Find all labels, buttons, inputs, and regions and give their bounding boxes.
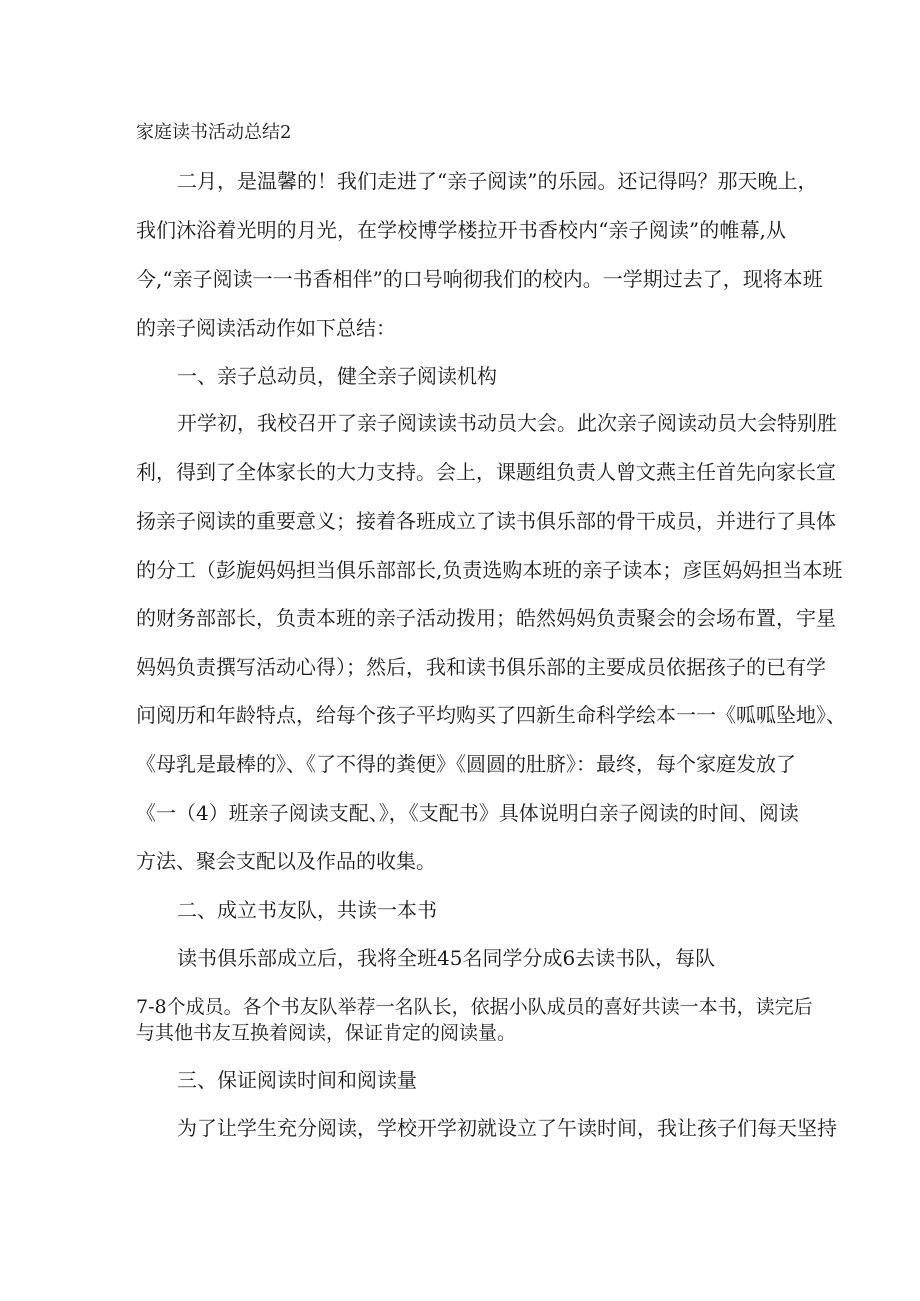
paragraph-line-6: 利，得到了全体家长的大力支持。会上，课题组负责人曾文燕主任首先向家长宣 [136, 460, 836, 484]
section-heading-3: 三、保证阅读时间和阅读量 [177, 1068, 417, 1092]
paragraph-line-7: 扬亲子阅读的重要意义；接着各班成立了读书俱乐部的骨干成员，并进行了具体 [136, 509, 836, 533]
paragraph-line-10: 妈妈负责撰写活动心得）；然后，我和读书俱乐部的主要成员依据孩子的已有学 [136, 655, 826, 679]
paragraph-line-18: 为了让学生充分阅读，学校开学初就设立了午读时间，我让孩子们每天坚持 [177, 1116, 837, 1140]
paragraph-line-3: 今,“亲子阅读一一书香相伴”的口号响彻我们的校内。一学期过去了，现将本班 [136, 267, 823, 291]
document-title: 家庭读书活动总结2 [136, 122, 292, 143]
paragraph-line-13: 《一（4）班亲子阅读支配、》，《支配书》具体说明白亲子阅读的时间、阅读 [136, 801, 799, 825]
paragraph-line-1: 二月，是温馨的！我们走进了“亲子阅读”的乐园。还记得吗？那天晚上， [177, 169, 818, 193]
paragraph-line-2: 我们沐浴着光明的月光，在学校博学楼拉开书香校内“亲子阅读”的帷幕,从 [136, 218, 786, 242]
section-heading-2: 二、成立书友队，共读一本书 [177, 898, 437, 922]
paragraph-line-16: 7-8个成员。各个书友队举荐一名队长，依据小队成员的喜好共读一本书，读完后 [136, 996, 813, 1018]
paragraph-line-17: 与其他书友互换着阅读，保证肯定的阅读量。 [136, 1022, 517, 1044]
section-heading-1: 一、亲子总动员，健全亲子阅读机构 [177, 364, 497, 388]
paragraph-line-8: 的分工（彭旎妈妈担当俱乐部部长,负责选购本班的亲子读本；彦匡妈妈担当本班 [136, 558, 843, 582]
paragraph-line-9: 的财务部部长，负责本班的亲子活动拨用；皓然妈妈负责聚会的会场布置，宇星 [136, 606, 836, 630]
paragraph-line-5: 开学初，我校召开了亲子阅读读书动员大会。此次亲子阅读动员大会特别胜 [177, 411, 837, 435]
paragraph-line-4: 的亲子阅读活动作如下总结： [136, 316, 396, 340]
paragraph-line-15: 读书俱乐部成立后，我将全班45名同学分成6去读书队，每队 [177, 946, 716, 970]
paragraph-line-12: 《母乳是最棒的》、《了不得的粪便》《圆圆的肚脐》：最终，每个家庭发放了 [136, 752, 796, 776]
paragraph-line-14: 方法、聚会支配以及作品的收集。 [136, 849, 436, 873]
paragraph-line-11: 问阅历和年龄特点，给每个孩子平均购买了四新生命科学绘本一一《呱呱坠地》、 [136, 703, 846, 727]
